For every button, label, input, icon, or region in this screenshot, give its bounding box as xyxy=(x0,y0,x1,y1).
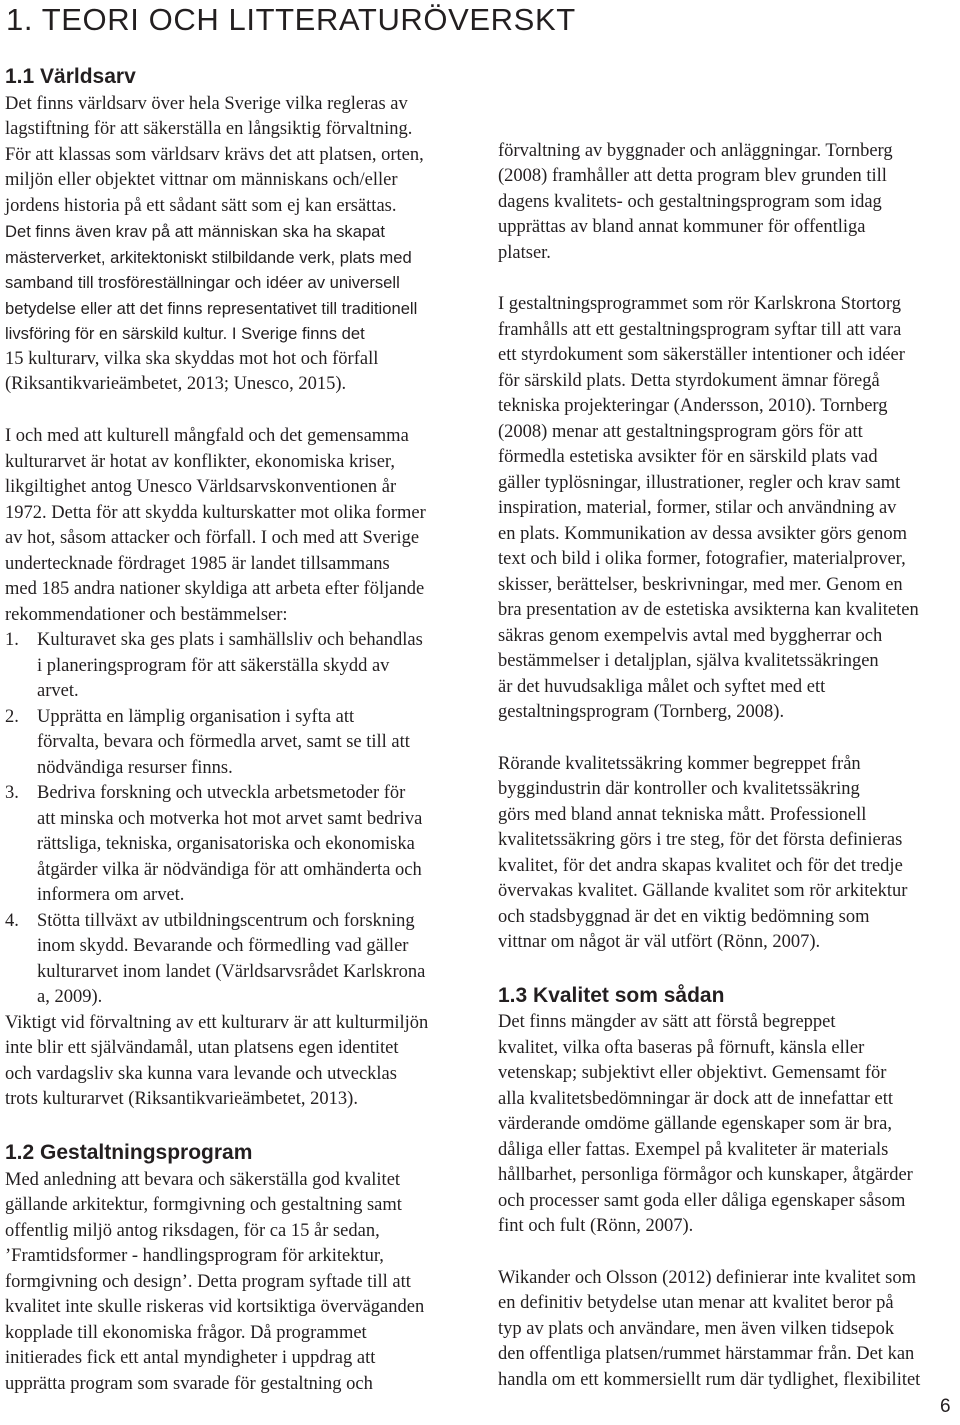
text-line: livsföring för en särskild kultur. I Sverige finns det xyxy=(5,324,365,343)
section-heading-1-1: 1.1 Världsarv xyxy=(5,65,136,88)
list-item-line: informera om arvet. xyxy=(37,885,185,905)
text-line: formgivning och design’. Detta program syftade till att xyxy=(5,1272,411,1292)
text-line: samband till trosföreställningar och idéer av universell xyxy=(5,273,400,292)
text-line: är det huvudsakliga målet och syftet med ett xyxy=(498,677,826,697)
text-line: handla om ett kommersiellt rum där tydlighet, flexibilitet xyxy=(498,1370,921,1390)
text-line: Rörande kvalitetssäkring kommer begreppet från xyxy=(498,754,861,774)
chapter-title: 1. TEORI OCH LITTERATURÖVERSKT xyxy=(6,2,576,37)
text-line: Med anledning att bevara och säkerställa god kvalitet xyxy=(5,1170,401,1190)
text-line: (2008) framhåller att detta program blev grunden till xyxy=(498,166,887,186)
text-line: 1972. Detta för att skydda kulturskatter mot olika former xyxy=(5,503,426,523)
text-line: initierades fick ett antal myndigheter i uppdrag att xyxy=(5,1348,376,1368)
text-line: trots kulturarvet (Riksantikvarieämbetet, 2013). xyxy=(5,1089,358,1109)
text-line: alla kvalitetsbedömningar är dock att de innefattar ett xyxy=(498,1089,894,1109)
list-item-line: Stötta tillväxt av utbildningscentrum och forskning xyxy=(37,911,415,931)
text-line: framhålls att ett gestaltningsprogram syftar till att vara xyxy=(498,320,902,340)
page-number: 6 xyxy=(940,1396,951,1417)
text-line: undertecknade fördraget 1985 är landet tillsammans xyxy=(5,554,390,574)
text-line: vittnar om något är väl utfört (Rönn, 2007). xyxy=(498,932,821,952)
text-line: offentlig miljö antog riksdagen, för ca 15 år sedan, xyxy=(5,1221,380,1241)
text-line: den offentliga platsen/rummet härstammar från. Det kan xyxy=(498,1344,915,1364)
text-line: betydelse eller att det finns representativet till traditionell xyxy=(5,299,418,318)
text-line: mästerverket, arkitektoniskt stilbildande verk, plats med xyxy=(5,248,412,267)
text-line: rekommendationer och bestämmelser: xyxy=(5,605,288,625)
text-line: miljön eller objektet vittnar om människans och/eller xyxy=(5,170,398,190)
text-line: Wikander och Olsson (2012) definierar inte kvalitet som xyxy=(498,1268,916,1288)
list-item-line: åtgärder vilka är nödvändiga för att omhänderta och xyxy=(37,860,422,880)
list-item-line: Upprätta en lämplig organisation i syfta att xyxy=(37,707,355,727)
list-item-line: Kulturavet ska ges plats i samhällsliv och behandlas xyxy=(37,630,423,650)
text-line: förvaltning av byggnader och anläggningar. Tornberg xyxy=(498,141,893,161)
text-line: en plats. Kommunikation av dessa avsikter görs genom xyxy=(498,524,907,544)
list-item-line: arvet. xyxy=(37,681,79,701)
text-line: fint och fult (Rönn, 2007). xyxy=(498,1216,694,1236)
list-item-line: kulturarvet inom landet (Världsarvsrådet Karlskrona xyxy=(37,962,426,982)
text-line: och stadsbyggnad är det en viktig bedömning som xyxy=(498,907,870,927)
section-heading-1-3: 1.3 Kvalitet som sådan xyxy=(498,984,725,1007)
text-line: Det finns även krav på att människan ska ha skapat xyxy=(5,222,386,241)
text-line: (2008) menar att gestaltningsprogram görs för att xyxy=(498,422,863,442)
text-line: kulturarvet är hotat av konflikter, ekonomiska kriser, xyxy=(5,452,395,472)
text-line: för särskild plats. Detta styrdokument ämnar föregå xyxy=(498,371,880,391)
list-item-line: Bedriva forskning och utveckla arbetsmetoder för xyxy=(37,783,406,803)
text-line: och vardagsliv ska kunna vara levande och utvecklas xyxy=(5,1064,397,1084)
text-line: upprättas av bland annat kommuner för offentliga xyxy=(498,217,866,237)
text-line: (Riksantikvarieämbetet, 2013; Unesco, 2015). xyxy=(5,374,347,394)
list-item-line: nödvändiga resurser finns. xyxy=(37,758,233,778)
text-line: text och bild i olika former, fotografier, materialprover, xyxy=(498,549,906,569)
list-item-line: i planeringsprogram för att säkerställa skydd av xyxy=(37,656,390,676)
text-line: av hot, såsom attacker och förfall. I och med att Sverige xyxy=(5,528,420,548)
text-line: lagstiftning för att säkerställa en långsiktig förvaltning. xyxy=(5,119,413,139)
text-line: I och med att kulturell mångfald och det gemensamma xyxy=(5,426,409,446)
text-line: byggindustrin där kontroller och kvalitetssäkring xyxy=(498,779,860,799)
text-line: Det finns mängder av sätt att förstå begreppet xyxy=(498,1012,836,1032)
text-line: bestämmelser i detaljplan, själva kvalitetssäkringen xyxy=(498,651,879,671)
text-line: typ av plats och användare, men även vilken tidsepok xyxy=(498,1319,895,1339)
list-number: 2. xyxy=(5,707,19,727)
text-line: dåliga eller fattas. Exempel på kvaliteter är materials xyxy=(498,1140,889,1160)
text-line: kvalitetssäkring görs i tre steg, för det första definieras xyxy=(498,830,903,850)
text-line: I gestaltningsprogrammet som rör Karlskrona Stortorg xyxy=(498,294,901,314)
list-item-line: inom skydd. Bevarande och förmedling vad gäller xyxy=(37,936,409,956)
text-line: vetenskap; subjektivt eller objektivt. Gemensamt för xyxy=(498,1063,887,1083)
text-line: bra presentation av de estetiska avsikterna kan kvaliteten xyxy=(498,600,919,620)
text-line: ’Framtidsformer - handlingsprogram för arkitektur, xyxy=(5,1246,384,1266)
text-line: upprätta program som svarade för gestaltning och xyxy=(5,1374,373,1394)
text-line: Viktigt vid förvaltning av ett kulturarv är att kulturmiljön xyxy=(5,1013,429,1033)
text-line: säkras genom exempelvis avtal med byggherrar och xyxy=(498,626,883,646)
text-line: För att klassas som världsarv krävs det att platsen, orten, xyxy=(5,145,424,165)
text-line: kvalitet inte skulle riskeras vid kortsiktiga överväganden xyxy=(5,1297,425,1317)
text-line: med 185 andra nationer skyldiga att arbeta efter följande xyxy=(5,579,425,599)
text-line: jordens historia på ett sådant sätt som ej kan ersättas. xyxy=(5,196,397,216)
list-number: 4. xyxy=(5,911,19,931)
text-line: inspiration, material, former, stilar och användning av xyxy=(498,498,897,518)
list-item-line: att minska och motverka hot mot arvet samt bedriva xyxy=(37,809,423,829)
text-line: skisser, berättelser, beskrivningar, med mer. Genom en xyxy=(498,575,903,595)
text-line: gestaltningsprogram (Tornberg, 2008). xyxy=(498,702,785,722)
text-line: kopplade till ekonomiska frågor. Då programmet xyxy=(5,1323,367,1343)
text-line: förmedla estetiska avsikter för en särskild plats vad xyxy=(498,447,878,467)
list-item-line: förvalta, bevara och förmedla arvet, samt se till att xyxy=(37,732,410,752)
text-line: kvalitet, för det andra skapas kvalitet och för det tredje xyxy=(498,856,903,876)
text-line: gällande arkitektur, formgivning och gestaltning samt xyxy=(5,1195,402,1215)
list-item-line: a, 2009). xyxy=(37,987,103,1007)
text-line: likgiltighet antog Unesco Världsarvskonventionen år xyxy=(5,477,397,497)
text-line: inte blir ett självändamål, utan platsens egen identitet xyxy=(5,1038,399,1058)
text-line: görs med bland annat tekniska mått. Professionell xyxy=(498,805,867,825)
text-line: ett styrdokument som säkerställer intentioner och idéer xyxy=(498,345,905,365)
text-line: kvalitet, vilka ofta baseras på förnuft, känsla eller xyxy=(498,1038,865,1058)
text-line: tekniska projekteringar (Andersson, 2010). Tornberg xyxy=(498,396,888,416)
text-line: en definitiv betydelse utan menar att kvalitet beror på xyxy=(498,1293,894,1313)
text-line: och processer samt goda eller dåliga egenskaper såsom xyxy=(498,1191,906,1211)
text-line: Det finns världsarv över hela Sverige vilka regleras av xyxy=(5,94,408,114)
text-line: hållbarhet, personliga förmågor och kunskaper, åtgärder xyxy=(498,1165,913,1185)
text-line: övervakas kvalitet. Gällande kvalitet som rör arkitektur xyxy=(498,881,908,901)
text-line: 15 kulturarv, vilka ska skyddas mot hot och förfall xyxy=(5,349,379,369)
text-line: värderande omdöme gällande egenskaper som är bra, xyxy=(498,1114,892,1134)
text-line: dagens kvalitets- och gestaltningsprogram som idag xyxy=(498,192,882,212)
text-line: gäller typlösningar, illustrationer, regler och krav samt xyxy=(498,473,901,493)
text-line: platser. xyxy=(498,243,551,263)
section-heading-1-2: 1.2 Gestaltningsprogram xyxy=(5,1141,253,1164)
list-number: 3. xyxy=(5,783,19,803)
list-item-line: rättsliga, tekniska, organisatoriska och ekonomiska xyxy=(37,834,415,854)
list-number: 1. xyxy=(5,630,19,650)
